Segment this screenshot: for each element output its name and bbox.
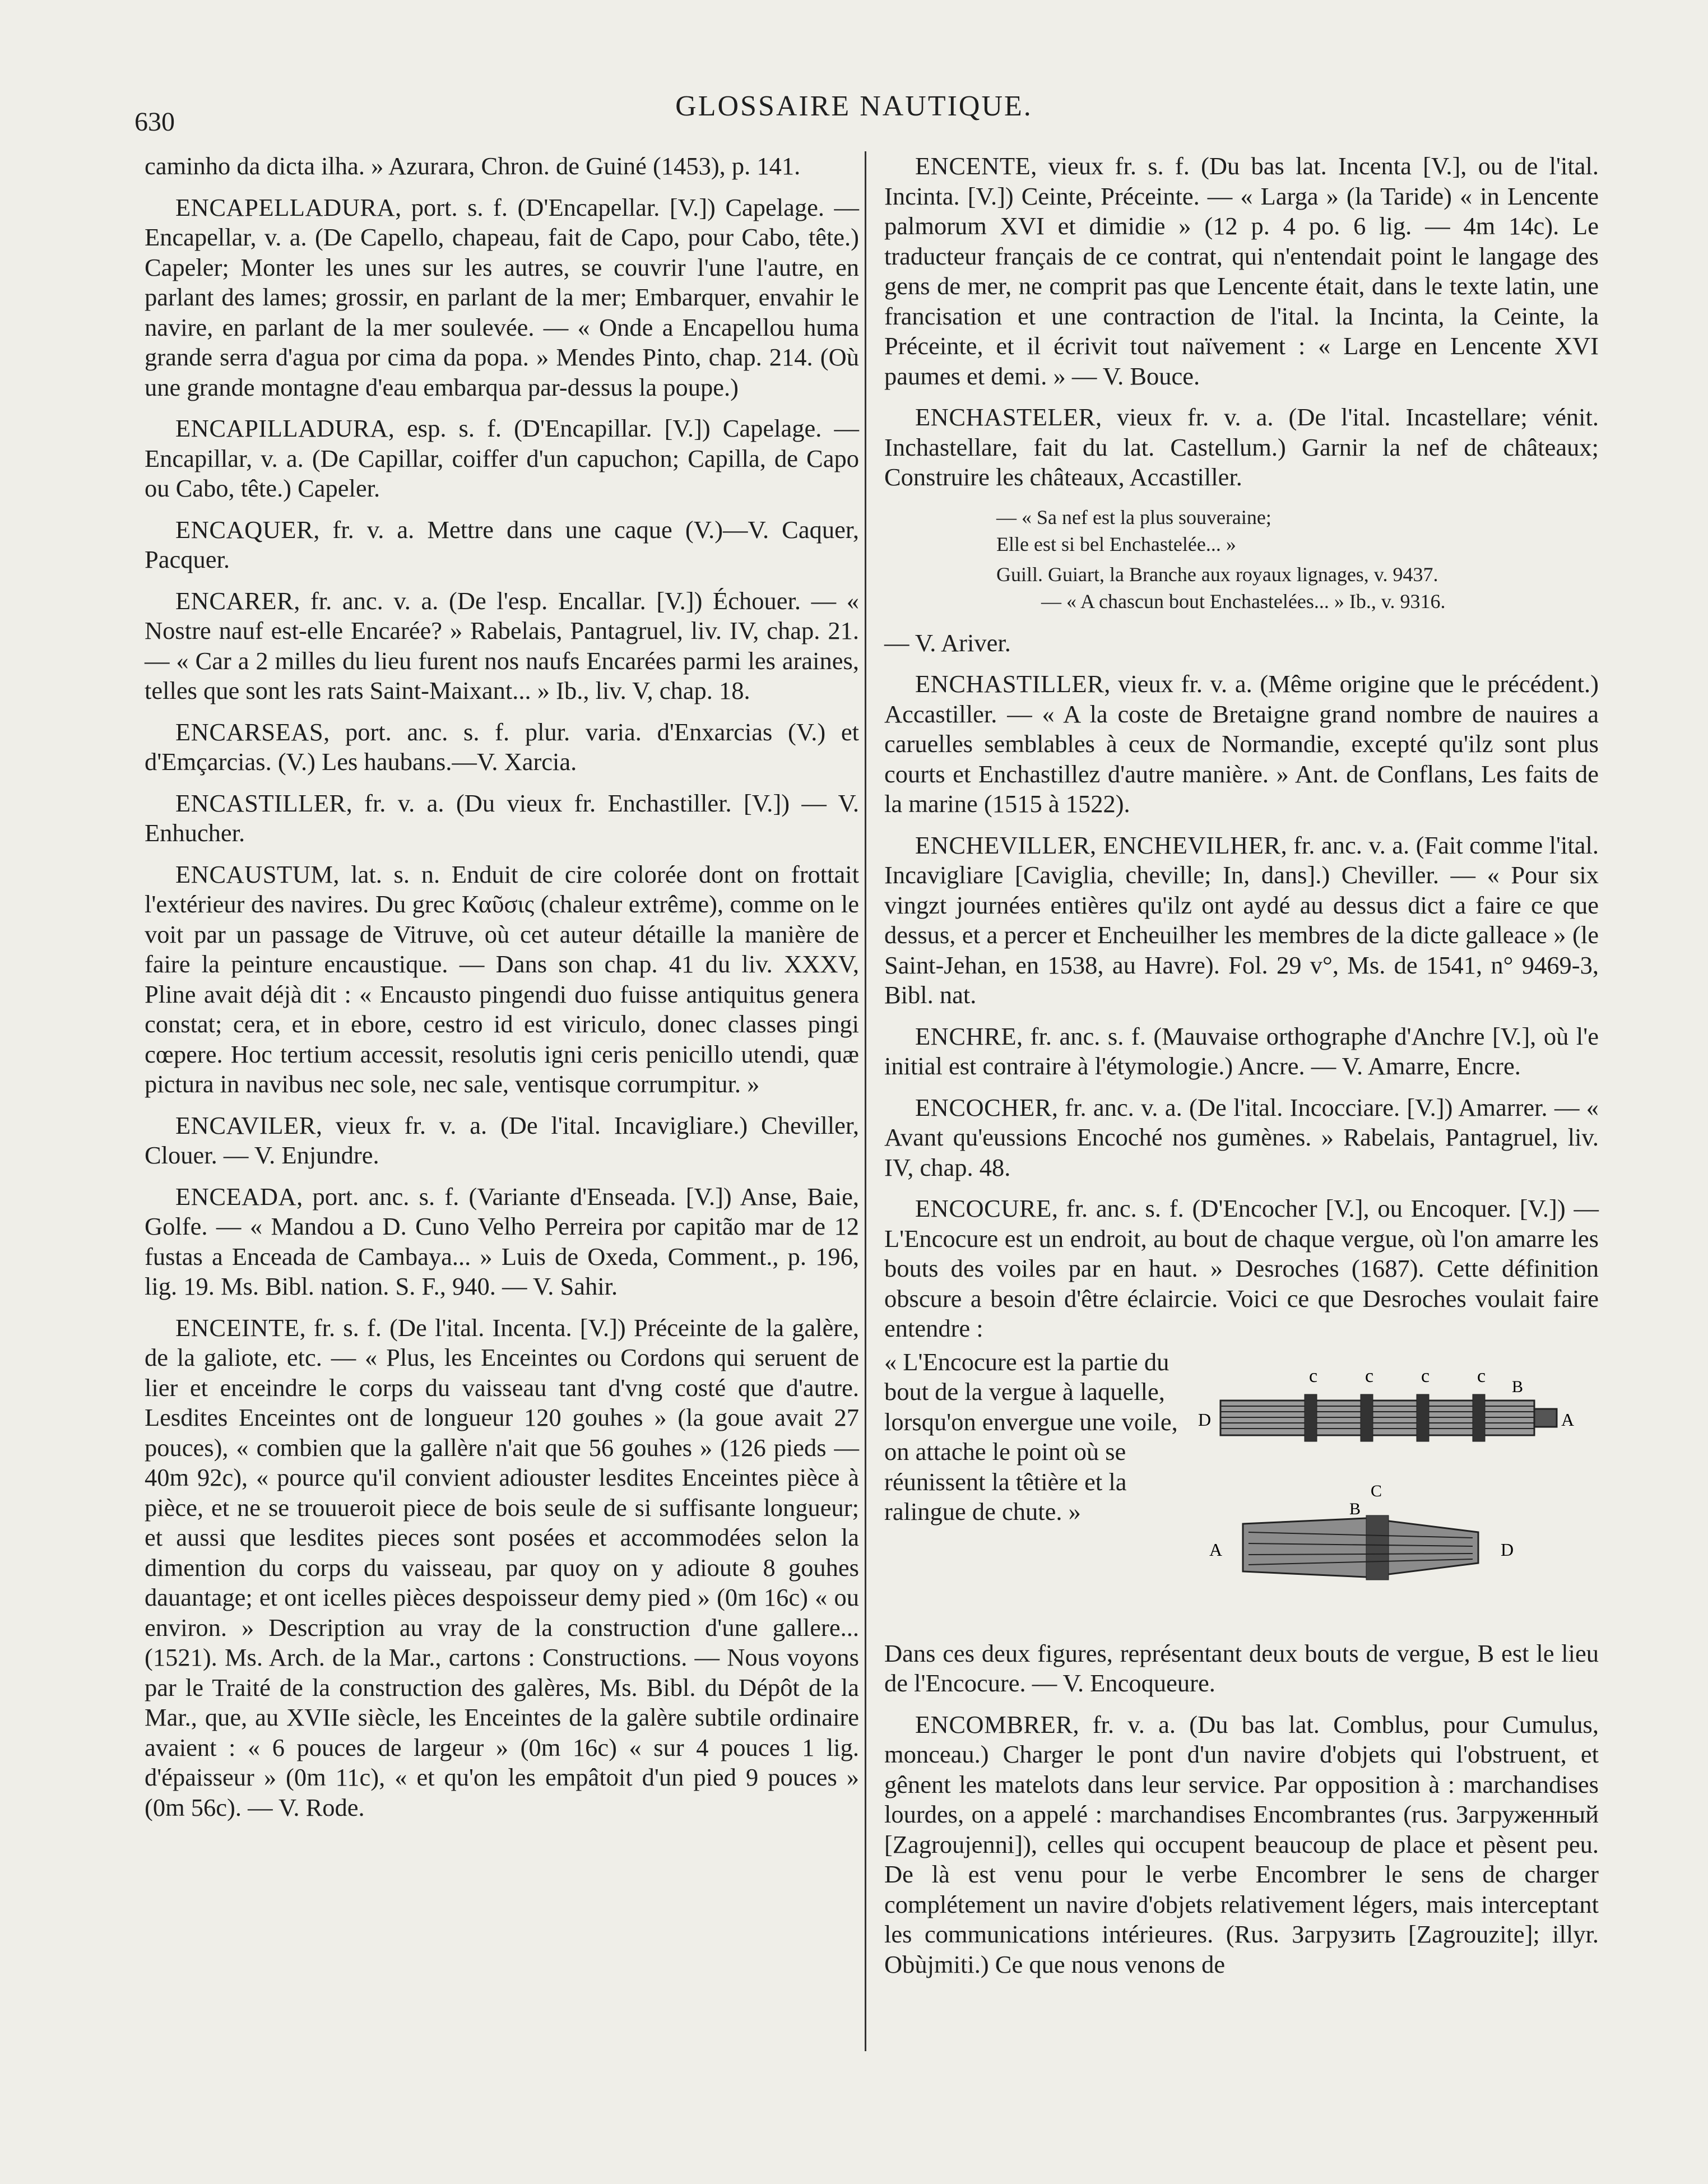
- figure-label-b: B: [1512, 1377, 1524, 1396]
- entry-headword: ENCARER: [175, 586, 294, 615]
- entry-definition: , lat. s. n. Enduit de cire colorée dont on frottait l'extérieur des navires. Du grec Καῦσις (chaleur extrême), comme on le voit par un passage de Vitruve, où cet auteur détaille la manière de faire la peinture encaustique. — Dans son chap. 41 du liv. XXXV, Pline avait déjà dit : « Encausto pingendi duo fuisse antiquitus genera constat; cera, et in ebore, cestro id est viriculo, donec classes pingi cœpere. Hoc tertium accessit, resolutis igni ceris penicillo utendi, quæ pictura in navibus nec sole, nec sale, ventisque corrumpitur. »: [145, 860, 859, 1098]
- figure-caption: Dans ces deux figures, représentant deux bouts de vergue, B est le lieu de l'Encocure. — V. Encoqueure.: [884, 1639, 1599, 1697]
- figure-label-d: D: [1501, 1539, 1514, 1560]
- entry-definition: , fr. anc. s. f. (Mauvaise orthographe d'Anchre [V.], où l'e initial est contraire à l'étymologie.) Ancre. — V. Amarre, Encre.: [884, 1022, 1599, 1080]
- entry-encocher: [884, 1093, 1599, 1183]
- entry-enchre: [884, 1022, 1599, 1082]
- column-rule: [865, 151, 866, 2051]
- entry-definition: , fr. v. a. (Du vieux fr. Enchastiller. [V.]) — V. Enhucher.: [145, 789, 859, 847]
- entry-definition: , fr. s. f. (De l'ital. Incenta. [V.]) Préceinte de la galère, de la galiote, etc. — « Plus, les Enceintes ou Cordons qui seruent de lier et enceindre le corps du vaisseau tant d'vng costé que d'autre. Lesdites Enceintes ont de longueur 120 gouhes » (la goue avait 27 pouces), « combien que la gallère n'ait que 56 gouhes » (126 pieds — 40m 92c), « pource qu'il convient adiouster lesdites Enceintes pièce à pièce, et ne se trouueroit piece de bois seule de si suffisante longueur; et aussi que lesdites pieces sont posées et accommodées selon la dimention du corps du vaisseau, par quoy on y adioute 8 gouhes dauantage; et ont icelles pièces despoisseur demy pied » (0m 16c) « ou environ. » Description au vray de la construction d'une gallere... (1521). Ms. Arch. de la Mar., cartons : Constructions. — Nous voyons par le Traité de la construction des galères, Ms. Bibl. du Dépôt de la Mar., que, au XVIIe siècle, les Enceintes de la galère subtile ordinaire avaient : « 6 pouces de largeur » (0m 16c) « sur 4 pouces 1 lig. d'épaisseur » (0m 11c), « et qu'on les empâtoit d'un pied 9 pouces » (0m 56c). — V. Rode.: [145, 1313, 859, 1821]
- entry-definition: , vieux fr. v. a. (De l'ital. Incastellare; vénit. Inchastellare, fait du lat. Castellum.) Garnir la nef de châteaux; Construire les châteaux, Accastiller.: [884, 403, 1599, 491]
- figure-label-a: A: [1209, 1539, 1223, 1560]
- entry-headword: ENCOCURE: [915, 1194, 1052, 1222]
- entry-encente: [884, 151, 1599, 391]
- entry-enceada: [145, 1182, 859, 1302]
- yard-end-figures: [1198, 1347, 1590, 1639]
- entry-encarer: [145, 586, 859, 706]
- figure-label-d: D: [1198, 1409, 1212, 1430]
- entry-encaquer: [145, 515, 859, 575]
- yard-figure-block: [884, 1347, 1599, 1639]
- lower-yard-figure: [1243, 1515, 1478, 1580]
- entry-definition: , fr. anc. v. a. (De l'ital. Incocciare. [V.]) Amarrer. — « Avant qu'eussions Encoché nos gumènes. » Rabelais, Pantagruel, liv. IV, chap. 48.: [884, 1093, 1599, 1181]
- entry-headword: ENCEINTE: [175, 1313, 300, 1342]
- entry-enchasteler: [884, 402, 1599, 493]
- entry-headword: ENCAPILLADURA: [175, 414, 388, 442]
- figure-quotation: « L'Encocure est la partie du bout de la vergue à laquelle, lorsqu'on envergue une voile, on attache le point où se réunissent la têtière et la ralingue de chute. »: [884, 1347, 1178, 1525]
- upper-yard-figure: [1220, 1394, 1557, 1441]
- entry-encapelladura: [145, 193, 859, 403]
- figure-label-c: c: [1365, 1365, 1374, 1387]
- entry-encheviller: [884, 831, 1599, 1010]
- entry-definition: , port. anc. s. f. (Variante d'Enseada. [V.]) Anse, Baie, Golfe. — « Mandou a D. Cuno Velho Perreira por capitão mar de 12 fustas a Enceada de Cambaya... » Luis de Oxeda, Comment., p. 196, lig. 19. Ms. Bibl. nation. S. F., 940. — V. Sahir.: [145, 1182, 859, 1300]
- entry-headword: ENCEADA: [175, 1182, 297, 1211]
- entry-definition: , fr. v. a. Mettre dans une caque (V.)—V. Caquer, Pacquer.: [145, 515, 859, 573]
- figure-label-b: B: [1349, 1499, 1361, 1518]
- entry-headword: ENCAVILER: [175, 1111, 316, 1139]
- cross-reference: — V. Ariver.: [884, 628, 1011, 657]
- entry-definition: , esp. s. f. (D'Encapillar. [V.]) Capelage. — Encapillar, v. a. (De Capillar, coiffer d'un capuchon; Capilla, de Capo ou Cabo, tête.) Capeler.: [145, 414, 859, 502]
- entry-definition: , vieux fr. v. a. (De l'ital. Incavigliare.) Cheviller, Clouer. — V. Enjundre.: [145, 1111, 859, 1169]
- entry-text: caminho da dicta ilha. » Azurara, Chron. de Guiné (1453), p. 141.: [145, 152, 801, 180]
- running-head: GLOSSAIRE NAUTIQUE.: [675, 90, 1033, 122]
- entry-encocure: [884, 1194, 1599, 1344]
- right-column: [884, 151, 1599, 1991]
- entry-encaviler: [145, 1111, 859, 1171]
- entry-headword: ENCOMBRER: [915, 1710, 1073, 1738]
- verse-line: — « Sa nef est la plus souveraine;: [996, 506, 1271, 528]
- entry-headword: ENCAPELLADURA: [175, 193, 396, 221]
- entry-headword: ENCARSEAS: [175, 717, 324, 746]
- verse-quotation: [996, 504, 1599, 615]
- entry-definition: , fr. v. a. (Du bas lat. Comblus, pour Cumulus, monceau.) Charger le pont d'un navire d'objets qui l'obstruent, et gênent les matelots dans leur service. Par opposition à : marchandises lourdes, on a appelé : marchandises Encombrantes (rus. Загруженный [Zagroujenni]), celles qui occupent beaucoup de place et pèsent peu. De là est venu pour le verbe Encombrer le sens de charger complétement un navire d'objets relativement légers, mais interceptant les communications intérieures. (Rus. Загрузить [Zagrouzite]; illyr. Obùjmiti.) Ce que nous venons de: [884, 1710, 1599, 1978]
- verse-line: — « A chascun bout Enchastelées... » Ib., v. 9316.: [1041, 590, 1446, 613]
- figure-label-c: c: [1421, 1365, 1430, 1387]
- entry-definition: , vieux fr. s. f. (Du bas lat. Incenta [V.], ou de l'ital. Incinta. [V.]) Ceinte, Préceinte. — « Larga » (la Taride) « in Lencente palmorum XVI et dimidie » (12 p. 4 po. 6 lig. — 4m 14c). Le traducteur français de ce contrat, qui n'entendait point le langage des gens de mer, ne comprit pas que Lencente était, dans le texte latin, une francisation et une contraction de l'ital. la Incinta, la Ceinte, la Préceinte, et il écrivit tout naïvement : « Large en Lencente XVI paumes et demi. » — V. Bouce.: [884, 152, 1599, 390]
- entry-definition: , fr. anc. v. a. (Fait comme l'ital. Incavigliare [Caviglia, cheville; In, dans].) Cheviller. — « Pour six vingzt journées entières qu'ilz ont aydé au dessus dict a faire ce que dessus, et a percer et Encheuilher les membres de la dicte galleace » (le Saint-Jehan, en 1538, au Havre). Fol. 29 v°, Ms. de 1541, n° 9469-3, Bibl. nat.: [884, 831, 1599, 1009]
- entry-enchastiller: [884, 669, 1599, 819]
- figure-label-c-upper: C: [1371, 1481, 1382, 1500]
- entry-enceinte: [145, 1313, 859, 1823]
- figure-label-c: c: [1309, 1365, 1318, 1387]
- verse-citation: Guill. Guiart, la Branche aux royaux lignages, v. 9437.: [996, 563, 1438, 586]
- entry-headword: ENCOCHER: [915, 1093, 1052, 1121]
- entry-encaustum: [145, 860, 859, 1100]
- entry-headword: ENCHASTILLER: [915, 670, 1104, 698]
- left-column: [145, 151, 859, 1834]
- entry-definition: , fr. anc. s. f. (D'Encocher [V.], ou Encoquer. [V.]) — L'Encocure est un endroit, au bout de chaque vergue, où l'on amarre les bouts des voiles par en haut. » Desroches (1687). Cette définition obscure a besoin d'être éclaircie. Voici ce que Desroches voulait faire entendre :: [884, 1194, 1599, 1342]
- entry-definition: , port. anc. s. f. plur. varia. d'Enxarcias (V.) et d'Emçarcias. (V.) Les haubans.—V. Xarcia.: [145, 717, 859, 776]
- entry-headword: ENCHASTELER: [915, 403, 1096, 431]
- verse-line: Elle est si bel Enchastelée... »: [996, 532, 1236, 555]
- entry-encastiller: [145, 789, 859, 848]
- entry-headword: ENCHRE: [915, 1022, 1017, 1050]
- entry-encarseas: [145, 717, 859, 777]
- entry-encapilladura: [145, 414, 859, 504]
- entry-encombrer: [884, 1710, 1599, 1980]
- figure-label-c: c: [1477, 1365, 1486, 1387]
- entry-definition: , vieux fr. v. a. (Même origine que le précédent.) Accastiller. — « A la coste de Bretaigne grand nombre de nauires a caruelles semblables à ceux de Normandie, excepté qu'ilz sont plus courts et Enchastillez d'autre manière. » Ant. de Conflans, Les faits de la marine (1515 à 1522).: [884, 670, 1599, 818]
- entry-headword: ENCASTILLER: [175, 789, 346, 817]
- page-number: 630: [134, 107, 175, 137]
- entry-headword: ENCAQUER: [175, 515, 314, 544]
- entry-definition: , fr. anc. v. a. (De l'esp. Encallar. [V.]) Échouer. — « Nostre nauf est-elle Encarée? » Rabelais, Pantagruel, liv. IV, chap. 21. — « Car a 2 milles du lieu furent nos naufs Encarées parmi les araines, telles que sont les rats Saint-Maixant... » Ib., liv. V, chap. 18.: [145, 586, 859, 704]
- entry-headword: ENCAUSTUM: [175, 860, 333, 888]
- entry-definition: , port. s. f. (D'Encapellar. [V.]) Capelage. — Encapellar, v. a. (De Capello, chapeau, fait de Capo, pour Cabo, tête.) Capeler; Monter les unes sur les autres, se couvrir l'une l'autre, en parlant des lames; grossir, en parlant de la mer; Embarquer, envahir le navire, en parlant de la mer soulevée. — « Onde a Encapellou huma grande serra d'agua por cima da popa. » Mendes Pinto, chap. 214. (Où une grande montagne d'eau embarqua par-dessus la poupe.): [145, 193, 859, 401]
- figure-label-a: A: [1561, 1409, 1575, 1430]
- entry-headword: ENCENTE: [915, 152, 1031, 180]
- entry-headword: ENCHEVILLER, ENCHEVILHER: [915, 831, 1281, 859]
